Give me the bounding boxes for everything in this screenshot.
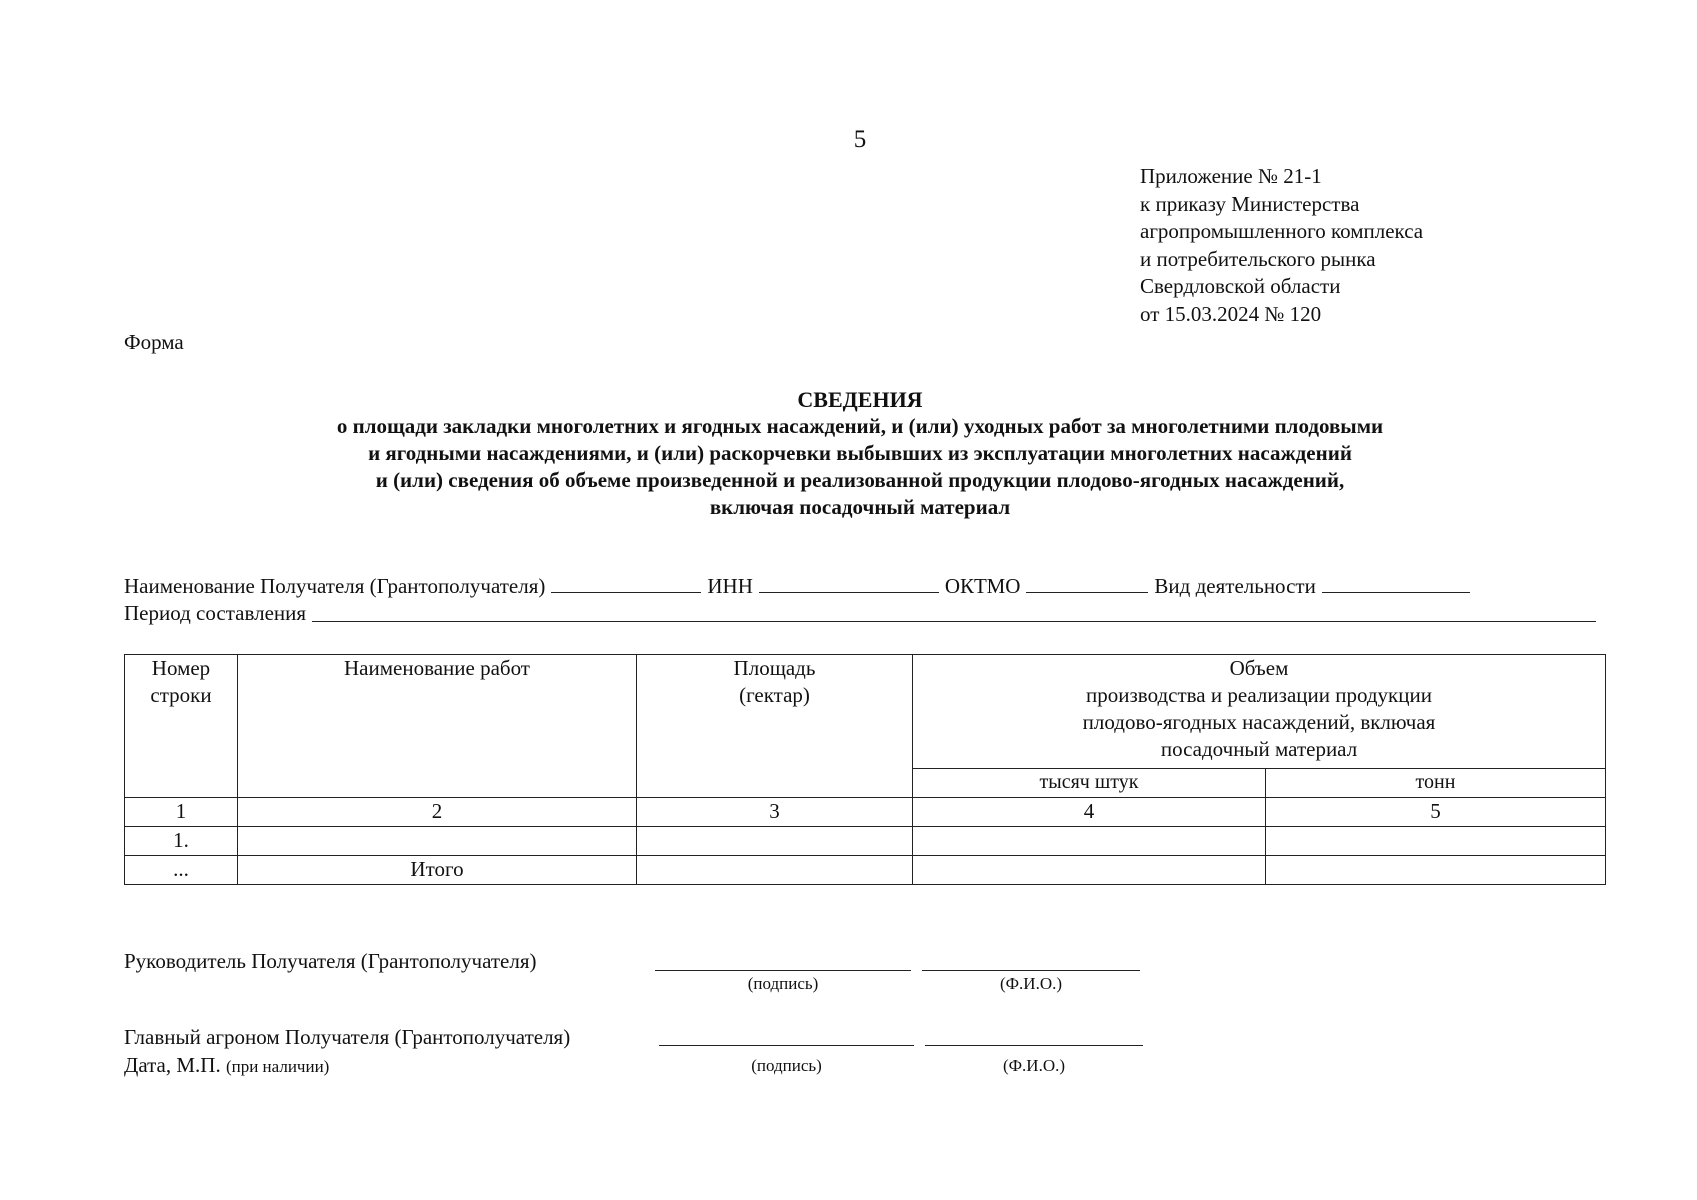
head-fio-line[interactable]: [922, 970, 1140, 971]
header-area: Площадь (гектар): [637, 655, 913, 798]
page-number: 5: [853, 126, 867, 153]
row-area[interactable]: [637, 856, 913, 885]
column-number: 4: [913, 798, 1266, 827]
row-num: 1.: [125, 827, 238, 856]
agronomist-signature-label: Главный агроном Получателя (Грантополучателя): [124, 1025, 571, 1049]
header-volume: Объем производства и реализации продукции плодово-ягодных насаждений, включая посадочный материал: [913, 655, 1606, 769]
row-thousands[interactable]: [913, 827, 1266, 856]
column-number: 5: [1266, 798, 1606, 827]
annex-line: Приложение № 21-1: [1140, 164, 1322, 188]
row-name[interactable]: [238, 827, 637, 856]
row-name: Итого: [238, 856, 637, 885]
header-row-number: Номер строки: [125, 655, 238, 798]
row-thousands[interactable]: [913, 856, 1266, 885]
head-signature-line[interactable]: [655, 970, 911, 971]
column-number: 2: [238, 798, 637, 827]
column-numbers-row: [125, 798, 1606, 827]
annex-line: и потребительского рынка: [1140, 246, 1376, 271]
date-label: Дата, М.П.: [124, 1053, 221, 1077]
table-row-total: [125, 856, 1606, 885]
recipient-fields-line: [124, 572, 1476, 599]
agronomist-fio-caption: (Ф.И.О.): [1002, 1056, 1066, 1075]
title-main: СВЕДЕНИЯ: [797, 387, 923, 412]
period-line: [124, 601, 1596, 626]
document-title: [0, 386, 1697, 521]
annex-block: [1140, 163, 1423, 329]
period-field[interactable]: [312, 601, 1596, 622]
date-note: (при наличии): [225, 1057, 330, 1076]
data-table: [124, 654, 1606, 885]
agronomist-signature-line[interactable]: [659, 1045, 914, 1046]
row-area[interactable]: [637, 827, 913, 856]
oktmo-field[interactable]: [1026, 572, 1148, 593]
title-line: о площади закладки многолетних и ягодных насаждений, и (или) уходных работ за многолетними плодовыми: [336, 414, 1384, 438]
agronomist-signature-caption: (подпись): [751, 1056, 822, 1075]
title-line: и ягодными насаждениями, и (или) раскорчевки выбывших из эксплуатации многолетних насаждений: [368, 441, 1352, 465]
recipient-name-field[interactable]: [551, 572, 701, 593]
head-signature-label: Руководитель Получателя (Грантополучателя): [124, 949, 537, 973]
oktmo-label: ОКТМО: [944, 574, 1021, 598]
table-header-row: [125, 655, 1606, 769]
title-line: включая посадочный материал: [709, 495, 1011, 519]
head-fio-caption: (Ф.И.О.): [999, 974, 1063, 993]
head-signature-caption: (подпись): [747, 974, 819, 993]
header-tons: тонн: [1266, 769, 1606, 798]
annex-line: от 15.03.2024 № 120: [1140, 301, 1322, 326]
column-number: 1: [125, 798, 238, 827]
annex-line: агропромышленного комплекса: [1140, 219, 1424, 244]
header-work-name: Наименование работ: [238, 655, 637, 798]
date-stamp-line: [124, 1053, 329, 1078]
activity-label: Вид деятельности: [1154, 574, 1316, 598]
recipient-name-label: Наименование Получателя (Грантополучателя): [124, 574, 546, 598]
row-tons[interactable]: [1266, 827, 1606, 856]
inn-field[interactable]: [759, 572, 939, 593]
title-line: и (или) сведения об объеме произведенной и реализованной продукции плодово-ягодных насаждений,: [375, 468, 1345, 492]
annex-line: Свердловской области: [1140, 274, 1341, 299]
annex-line: к приказу Министерства: [1140, 191, 1360, 216]
agronomist-fio-line[interactable]: [925, 1045, 1143, 1046]
form-label: Форма: [124, 330, 184, 354]
header-thousands: тысяч штук: [913, 769, 1266, 798]
inn-label: ИНН: [707, 574, 753, 598]
table-row: [125, 827, 1606, 856]
column-number: 3: [637, 798, 913, 827]
row-num: ...: [125, 856, 238, 885]
activity-field[interactable]: [1322, 572, 1470, 593]
row-tons[interactable]: [1266, 856, 1606, 885]
period-label: Период составления: [124, 601, 307, 625]
